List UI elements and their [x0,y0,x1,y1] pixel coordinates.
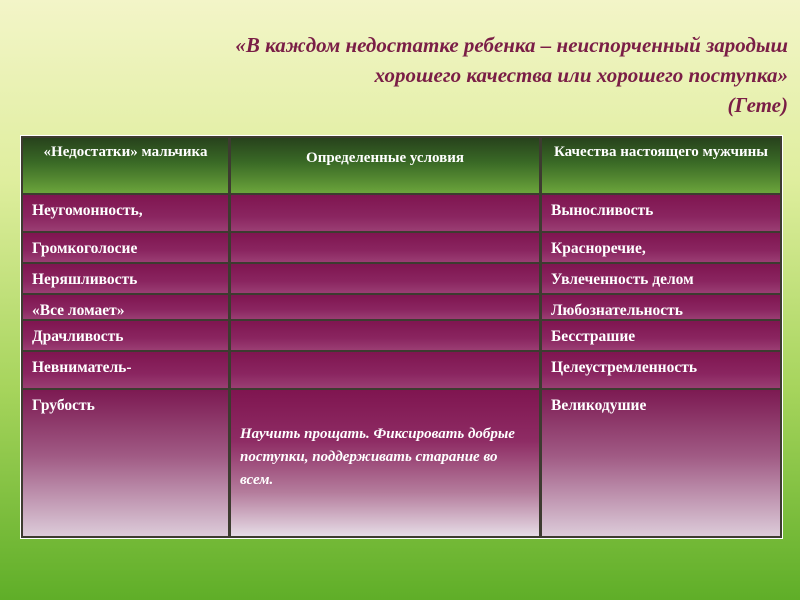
quality-cell: Любознательность [542,295,780,319]
header-qualities: Качества настоящего мужчины [542,138,780,193]
quote-line-2: хорошего качества или хорошего поступка» [374,63,788,87]
fault-cell: Неугомонность, [23,195,228,231]
conditions-text: Научить прощать. Фиксировать добрые поступки, поддерживать старание во всем. [240,426,515,488]
fault-cell: Громкоголосие [23,233,228,262]
condition-cell [231,321,539,350]
quote-author: (Гете) [727,93,788,117]
header-conditions: Определенные условия [231,138,539,193]
quality-cell: Увлеченность делом [542,264,780,293]
quality-cell: Выносливость [542,195,780,231]
table-bottom-border [21,538,782,539]
condition-cell [231,233,539,262]
fault-cell: Грубость [23,390,228,536]
condition-cell [231,264,539,293]
quality-cell: Целеустремленность [542,352,780,388]
condition-cell [231,295,539,319]
epigraph-quote [28,30,788,120]
header-faults: «Недостатки» мальчика [23,138,228,193]
quality-cell: Красноречие, [542,233,780,262]
fault-cell: Неряшливость [23,264,228,293]
quality-cell: Великодушие [542,390,780,536]
fault-cell: «Все ломает» [23,295,228,319]
condition-cell [231,352,539,388]
fault-cell: Драчливость [23,321,228,350]
quote-line-1: «В каждом недостатке ребенка – неиспорченный зародыш [235,33,788,57]
quality-cell: Бесстрашие [542,321,780,350]
fault-cell: Невниматель- [23,352,228,388]
condition-cell [231,195,539,231]
